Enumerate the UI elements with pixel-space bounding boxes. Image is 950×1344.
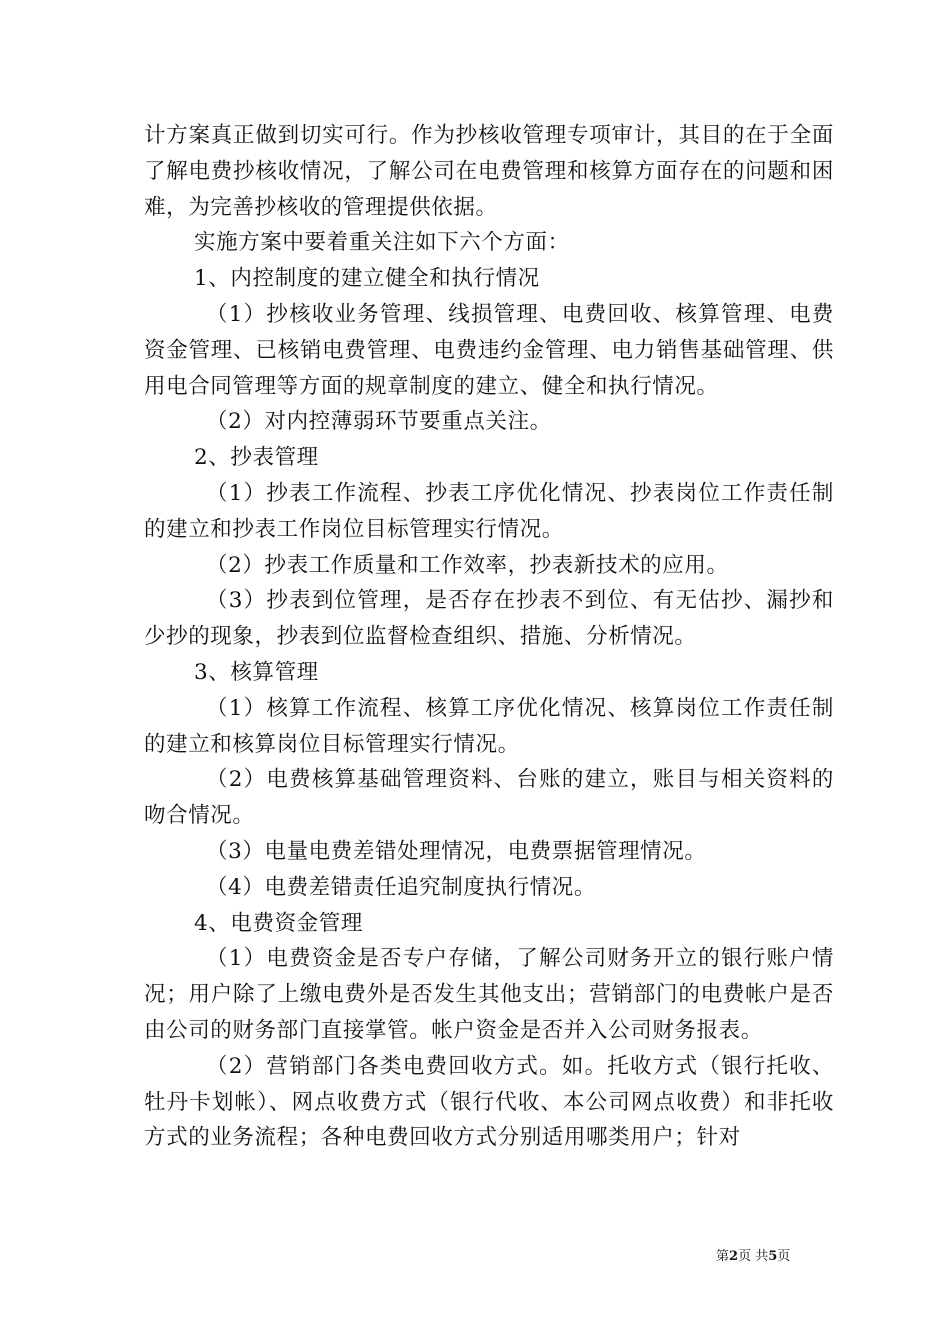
list-item: （3）电量电费差错处理情况，电费票据管理情况。 [206, 838, 707, 864]
section-heading: 4、电费资金管理 [194, 910, 363, 936]
list-item: （1）抄表工作流程、抄表工序优化情况、抄表岗位工作责任制的建立和抄表工作岗位目标管理实行情况。 [144, 480, 834, 542]
total-pages-number: 5 [768, 1249, 778, 1264]
list-item: （1）核算工作流程、核算工序优化情况、核算岗位工作责任制的建立和核算岗位目标管理实行情况。 [144, 695, 834, 757]
footer-middle: 页 共 [738, 1249, 769, 1264]
footer-suffix: 页 [777, 1249, 791, 1264]
footer-prefix: 第 [716, 1249, 730, 1264]
section-heading: 2、抄表管理 [194, 445, 319, 471]
document-body [144, 118, 834, 1156]
section-heading: 3、核算管理 [194, 659, 319, 685]
list-item: （2）对内控薄弱环节要重点关注。 [206, 409, 552, 435]
list-item: （2）电费核算基础管理资料、台账的建立，账目与相关资料的吻合情况。 [144, 767, 834, 829]
current-page-number: 2 [729, 1249, 739, 1264]
list-item: （3）抄表到位管理，是否存在抄表不到位、有无估抄、漏抄和少抄的现象，抄表到位监督检查组织、措施、分析情况。 [144, 588, 834, 650]
paragraph: 计方案真正做到切实可行。作为抄核收管理专项审计，其目的在于全面了解电费抄核收情况，了解公司在电费管理和核算方面存在的问题和困难，为完善抄核收的管理提供依据。 [144, 123, 834, 220]
page-number-footer [716, 1245, 790, 1264]
list-item: （1）抄核收业务管理、线损管理、电费回收、核算管理、电费资金管理、已核销电费管理、电费违约金管理、电力销售基础管理、供用电合同管理等方面的规章制度的建立、健全和执行情况。 [144, 301, 834, 399]
list-item: （1）电费资金是否专户存储，了解公司财务开立的银行账户情况；用户除了上缴电费外是否发生其他支出；营销部门的电费帐户是否由公司的财务部门直接掌管。帐户资金是否并入公司财务报表。 [144, 946, 834, 1043]
list-item: （2）营销部门各类电费回收方式。如。托收方式（银行托收、牡丹卡划帐）、网点收费方式（银行代收、本公司网点收费）和非托收方式的业务流程；各种电费回收方式分别适用哪类用户；针对 [144, 1053, 834, 1151]
list-item: （2）抄表工作质量和工作效率，抄表新技术的应用。 [206, 552, 729, 578]
section-heading: 1、内控制度的建立健全和执行情况 [194, 266, 540, 292]
paragraph: 实施方案中要着重关注如下六个方面： [194, 230, 570, 256]
list-item: （4）电费差错责任追究制度执行情况。 [206, 874, 596, 900]
